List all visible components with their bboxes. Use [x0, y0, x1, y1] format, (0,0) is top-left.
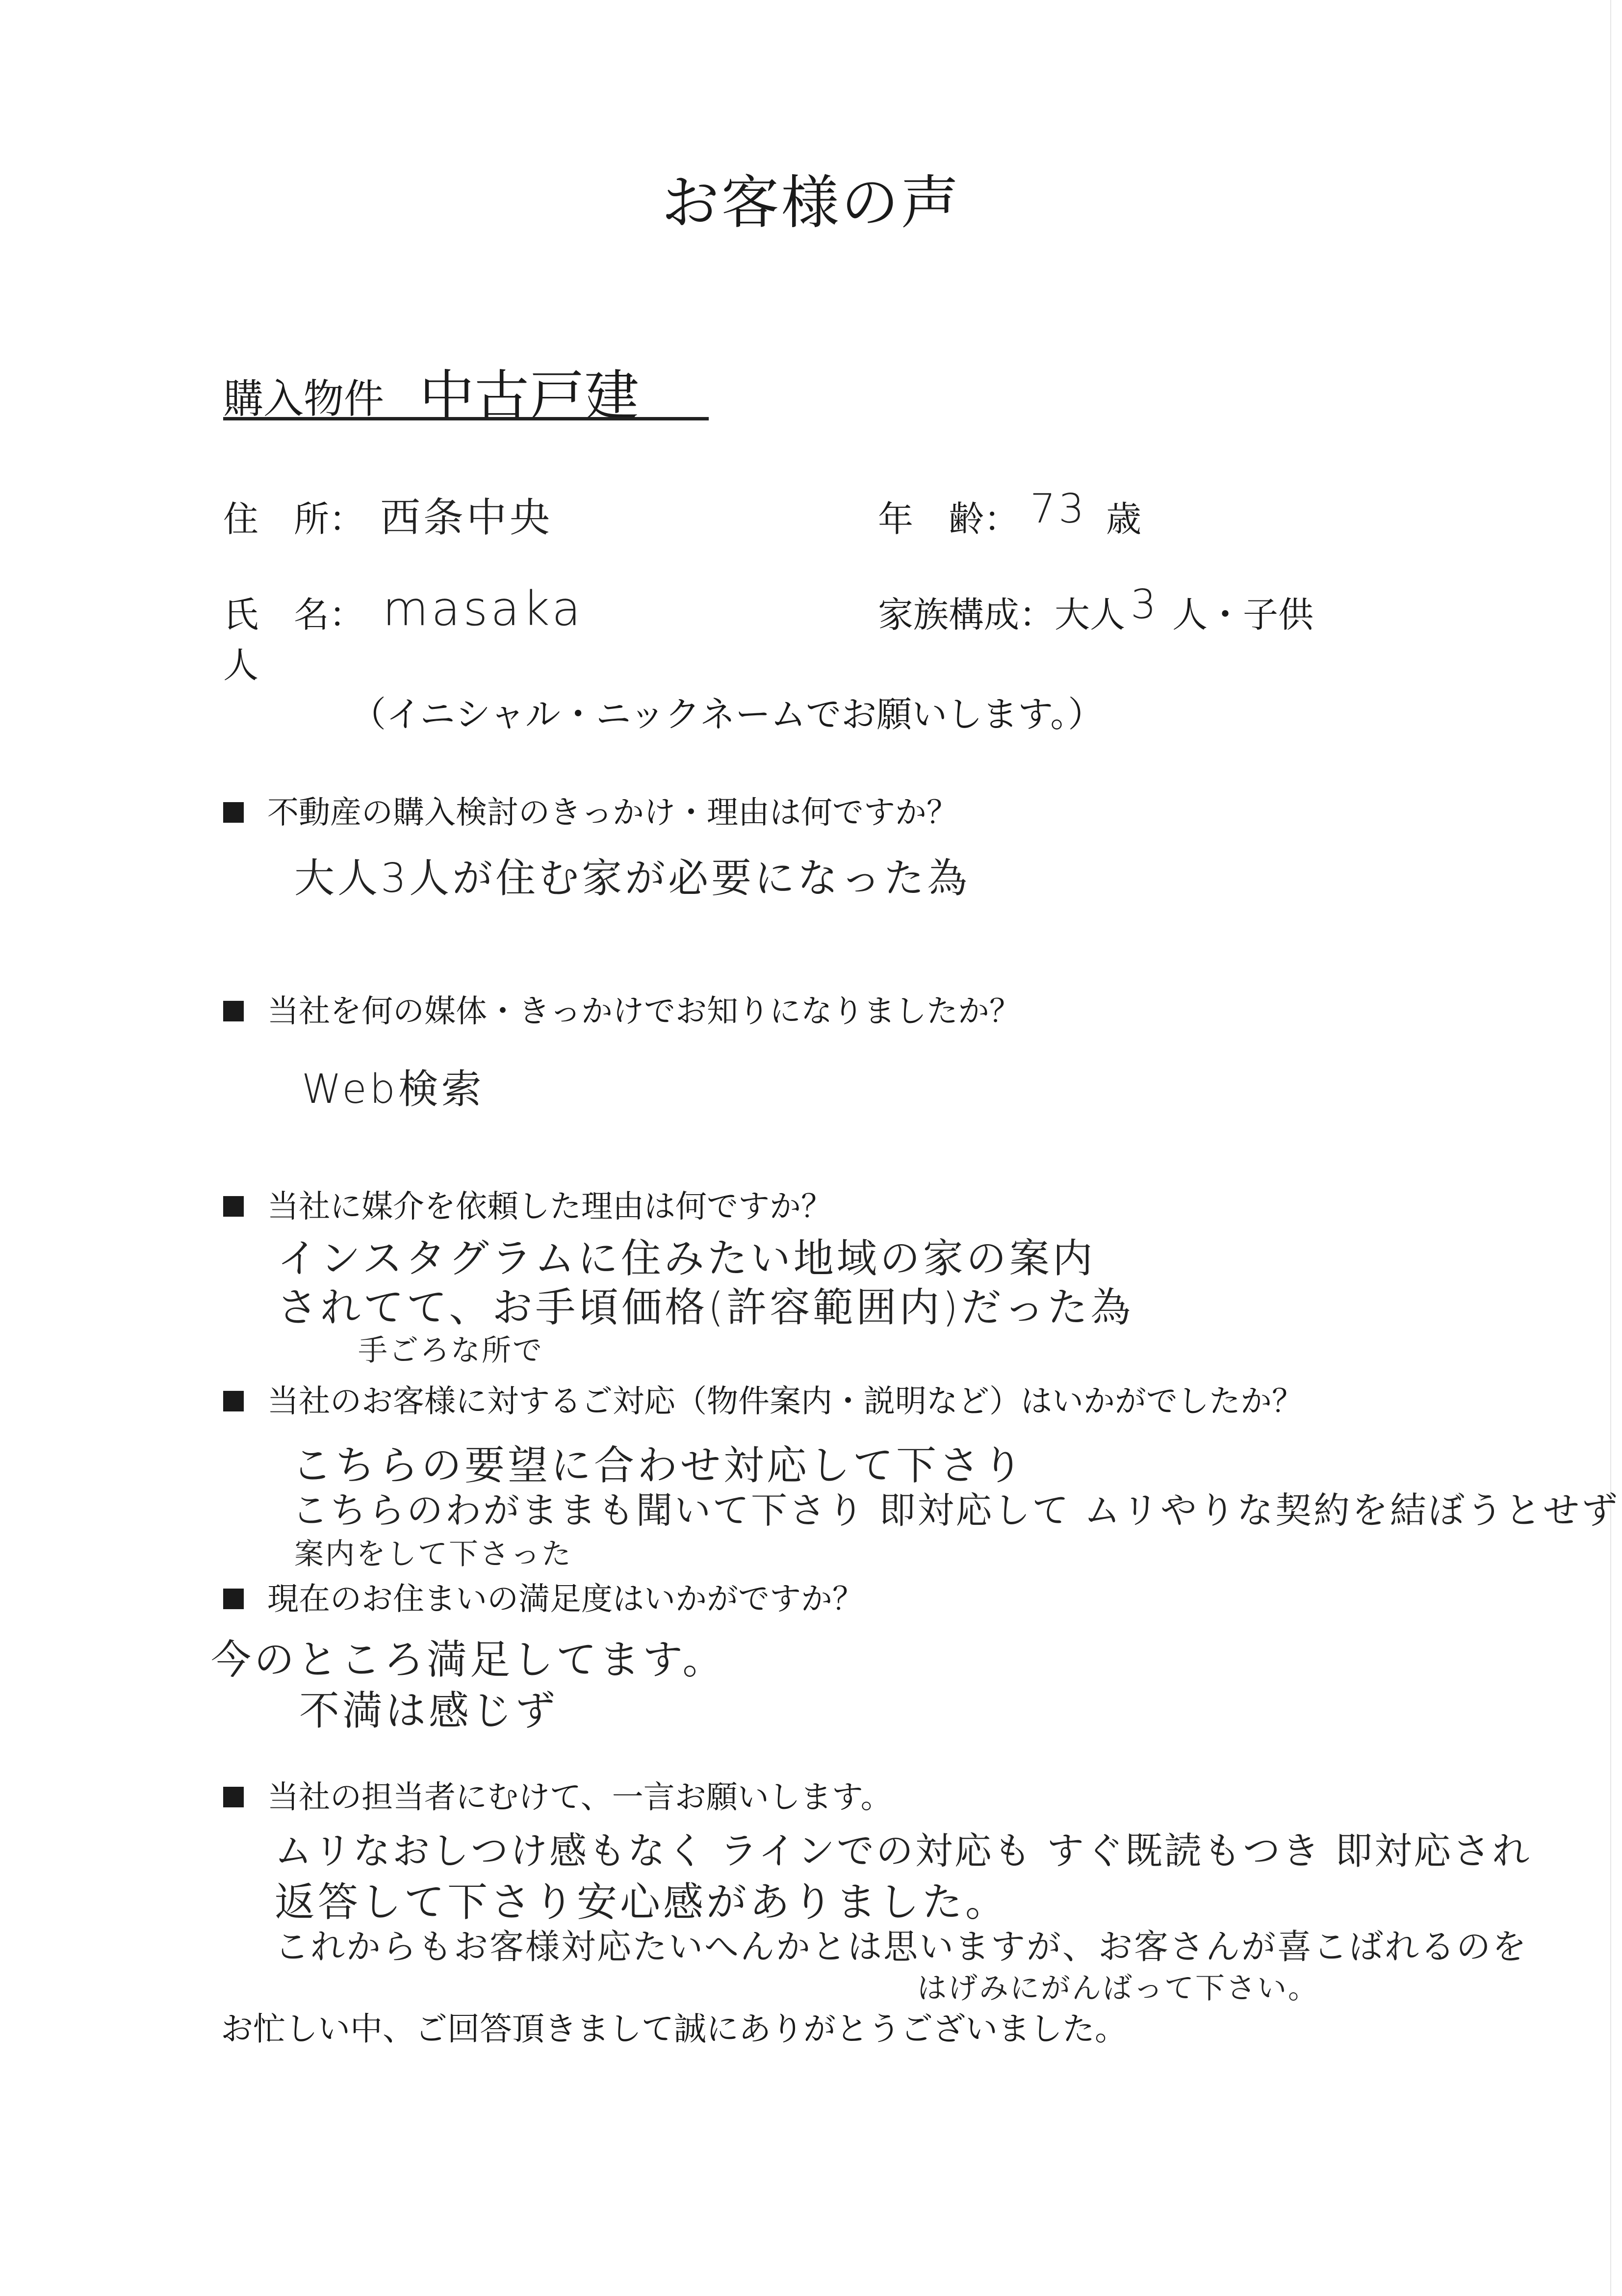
property-underline — [223, 417, 709, 420]
bullet-square-icon — [223, 1001, 244, 1021]
answer-3-line-3: 手ごろな所で — [358, 1333, 543, 1368]
property-value: 中古戸建 — [419, 365, 639, 428]
answer-2-line-1: Web検索 — [302, 1066, 485, 1113]
question-6: 当社の担当者にむけて、一言お願いします。 — [223, 1772, 892, 1817]
answer-4-line-2: こちらのわがままも聞いて下さり 即対応して ムリやりな契約を結ぼうとせず — [292, 1489, 1620, 1532]
age-value: 73 — [1030, 486, 1087, 532]
answer-6-line-1: ムリなおしつけ感もなく ラインでの対応も すぐ既読もつき 即対応され — [275, 1829, 1532, 1873]
address-label: 住 所： — [223, 498, 365, 540]
answer-4-line-1: こちらの要望に合わせ対応して下さり — [292, 1442, 1026, 1489]
answer-6-line-4: はげみにがんばって下さい。 — [917, 1971, 1319, 2006]
answer-6-line-2: 返答して下さり安心感がありました。 — [275, 1879, 1009, 1926]
bullet-square-icon — [223, 1196, 244, 1217]
answer-5-line-1: 今のところ満足してます。 — [211, 1637, 726, 1683]
scan-edge — [1610, 0, 1611, 2296]
answer-3-line-2: されてて、お手頃価格(許容範囲内)だった為 — [277, 1284, 1134, 1331]
age-suffix: 歳 — [1106, 498, 1142, 540]
bullet-square-icon — [223, 802, 244, 823]
family-label: 家族構成：大人 — [878, 594, 1126, 635]
family-children-suffix: 人 — [223, 645, 259, 686]
bullet-square-icon — [223, 1589, 244, 1609]
age-label: 年 齢： — [878, 498, 1020, 540]
answer-3-line-1: インスタグラムに住みたい地域の家の案内 — [277, 1235, 1096, 1282]
question-4: 当社のお客様に対するご対応（物件案内・説明など）はいかがでしたか？ — [223, 1376, 1303, 1421]
bullet-square-icon — [223, 1391, 244, 1411]
name-note: （イニシャル・ニックネームでお願いします。） — [351, 694, 1104, 735]
answer-6-line-3: これからもお客様対応たいへんかとは思いますが、お客さんが喜こばれるのを — [275, 1927, 1528, 1967]
answer-1-line-1: 大人3人が住む家が必要になった為 — [294, 855, 971, 902]
name-label: 氏 名： — [223, 594, 365, 635]
address-value: 西条中央 — [380, 495, 553, 541]
answer-4-line-3: 案内をして下さった — [294, 1537, 572, 1571]
family-adults: 3 — [1131, 581, 1159, 628]
question-3: 当社に媒介を依頼した理由は何ですか？ — [223, 1181, 832, 1226]
answer-5-line-2: 不満は感じず — [299, 1688, 559, 1734]
question-1: 不動産の購入検討のきっかけ・理由は何ですか？ — [223, 787, 958, 833]
closing-message: お忙しい中、ご回答頂きまして誠にありがとうございました。 — [221, 2010, 1127, 2048]
question-5: 現在のお住まいの満足度はいかがですか？ — [223, 1574, 864, 1619]
name-value: masaka — [383, 581, 584, 636]
bullet-square-icon — [223, 1787, 244, 1807]
family-rest: 人・子供 — [1172, 594, 1314, 635]
property-label: 購入物件 — [223, 376, 385, 422]
page-title: お客様の声 — [661, 169, 961, 236]
question-2: 当社を何の媒体・きっかけでお知りになりましたか？ — [223, 986, 1021, 1031]
